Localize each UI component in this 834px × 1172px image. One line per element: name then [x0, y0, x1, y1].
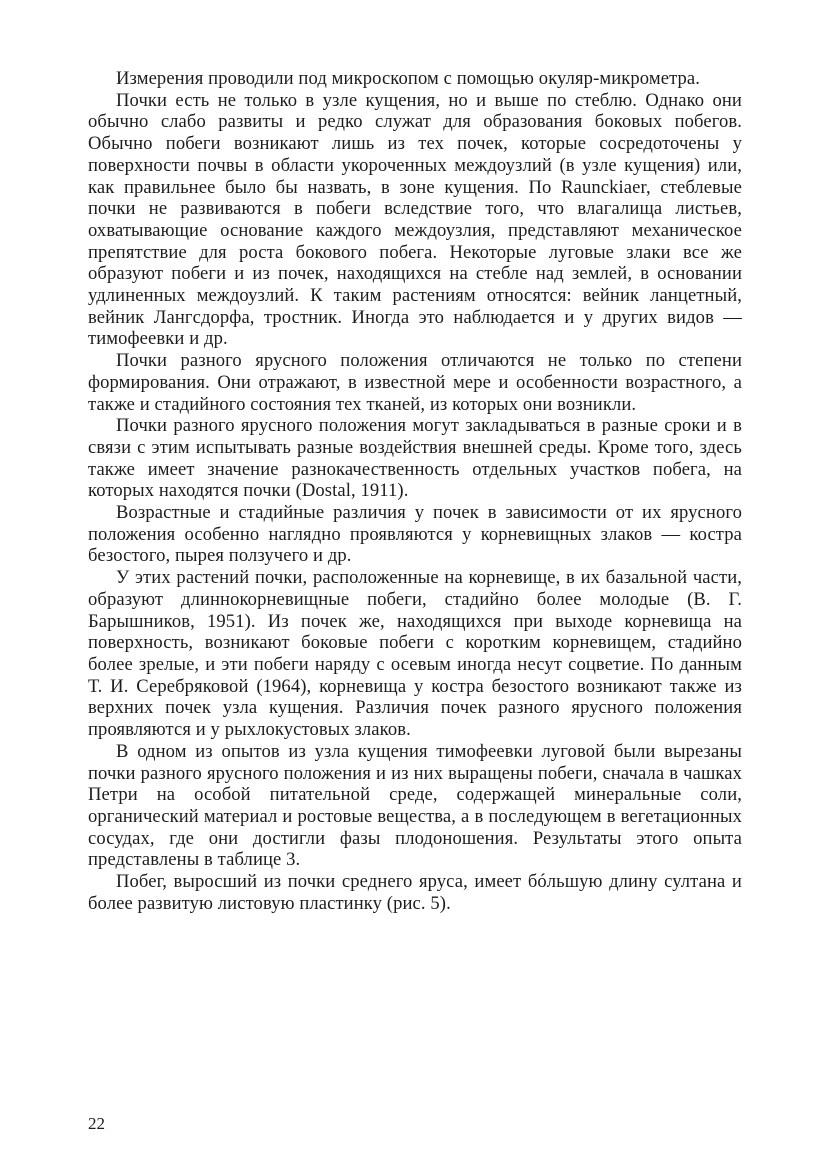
paragraph-6: У этих растений почки, расположенные на корневище, в их базальной части, образуют длиннокорневищные побеги, стадийно более молодые (В. Г. Барышников, 1951). Из почек же, находящихся при выходе корневища на поверхность, возникают боковые побеги с коротким корневищем, стадийно более зрелые, и эти побеги наряду с осевым иногда несут соцветие. По данным Т. И. Серебряковой (1964), корневища у костра безостого возникают также из верхних почек узла кущения. Различия почек разного ярусного положения проявляются и у рыхлокустовых злаков.	[88, 567, 742, 741]
paragraph-5: Возрастные и стадийные различия у почек в зависимости от их ярусного положения особенно наглядно проявляются у корневищных злаков — костра безостого, пырея ползучего и др.	[88, 502, 742, 567]
page-number: 22	[88, 1114, 105, 1133]
paragraph-4: Почки разного ярусного положения могут закладываться в разные сроки и в связи с этим испытывать разные воздействия внешней среды. Кроме того, здесь также имеет значение разнокачественность отдельных участков побега, на которых находятся почки (Dostal, 1911).	[88, 415, 742, 502]
paragraph-1: Измерения проводили под микроскопом с помощью окуляр-микрометра.	[116, 68, 701, 89]
paragraph-7: В одном из опытов из узла кущения тимофеевки луговой были вырезаны почки разного ярусного положения и из них выращены побеги, сначала в чашках Петри на особой питательной среде, содержащей минеральные соли, органический материал и ростовые вещества, а в последующем в вегетационных сосудах, где они достигли фазы плодоношения. Результаты этого опыта представлены в таблице 3.	[88, 740, 742, 871]
paragraph-2: Почки есть не только в узле кущения, но и выше по стеблю. Однако они обычно слабо развиты и редко служат для образования боковых побегов. Обычно побеги возникают лишь из тех почек, которые сосредоточены у поверхности почвы в области укороченных междоузлий (в узле кущения) или, как правильнее было бы назвать, в зоне кущения. По Raunckiaer, стеблевые почки не развиваются в побеги вследствие того, что влагалища листьев, охватывающие основание каждого междоузлия, представляют механическое препятствие для роста бокового побега. Некоторые луговые злаки все же образуют побеги и из почек, находящихся на стебле над землей, в основании удлиненных междоузлий. К таким растениям относятся: вейник ланцетный, вейник Лангсдорфа, тростник. Иногда это наблюдается и у других видов — тимофеевки и др.	[88, 89, 742, 350]
page-body	[88, 68, 742, 914]
paragraph-3: Почки разного ярусного положения отличаются не только по степени формирования. Они отражают, в известной мере и особенности возрастного, а также и стадийного состояния тех тканей, из которых они возникли.	[88, 350, 742, 415]
paragraph-8: Побег, выросший из почки среднего яруса, имеет бóльшую длину султана и более развитую листовую пластинку (рис. 5).	[88, 871, 742, 914]
